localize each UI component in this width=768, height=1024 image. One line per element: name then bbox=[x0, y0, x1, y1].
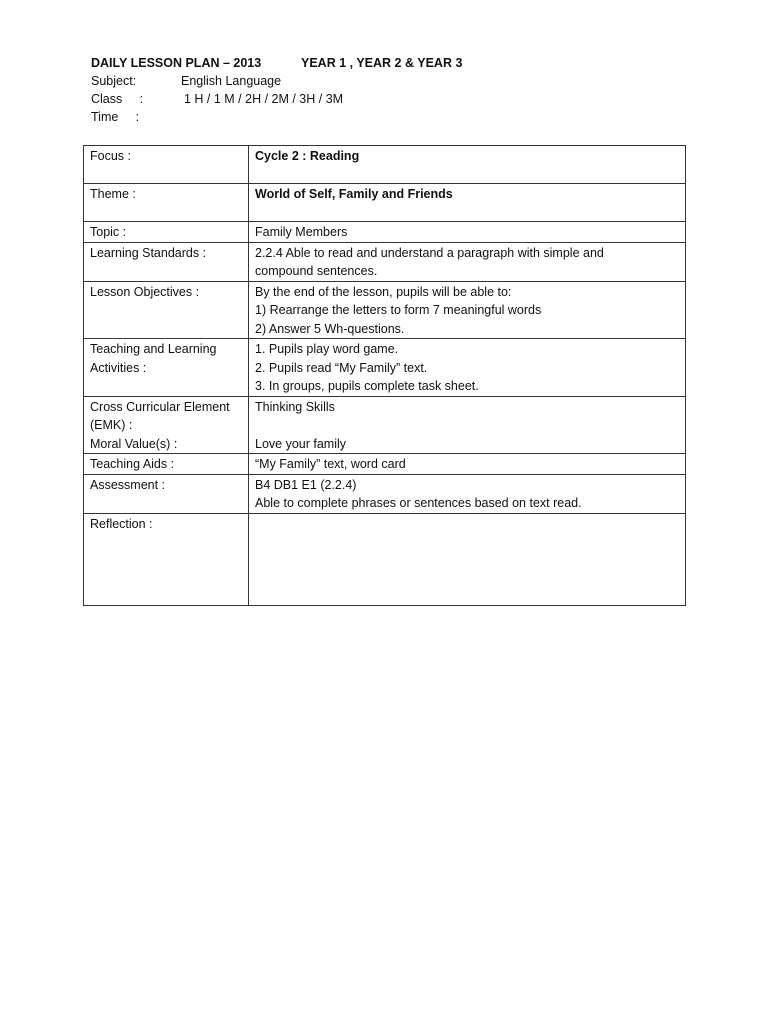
table-row-focus bbox=[84, 146, 686, 184]
lesson-plan-table bbox=[83, 145, 686, 606]
cross-curricular-label bbox=[84, 396, 249, 454]
activities-value bbox=[249, 339, 686, 397]
topic-value: Family Members bbox=[249, 222, 686, 243]
learning-standards-label: Learning Standards : bbox=[84, 242, 249, 281]
table-row-activities bbox=[84, 339, 686, 397]
assessment-line: B4 DB1 E1 (2.2.4) bbox=[255, 477, 357, 492]
focus-label: Focus : bbox=[84, 146, 249, 184]
reflection-label: Reflection : bbox=[84, 513, 249, 605]
theme-value: World of Self, Family and Friends bbox=[249, 184, 686, 222]
lesson-objectives-line: 2) Answer 5 Wh-questions. bbox=[255, 321, 405, 336]
subject-value: English Language bbox=[181, 74, 282, 88]
assessment-line: Able to complete phrases or sentences based on text read. bbox=[255, 496, 582, 510]
moral-value: Love your family bbox=[255, 436, 347, 451]
topic-label: Topic : bbox=[84, 222, 249, 243]
activities-line: 2. Pupils read “My Family” text. bbox=[255, 360, 428, 375]
learning-standards-value bbox=[249, 242, 686, 281]
subject-label: Subject: bbox=[91, 74, 137, 88]
cross-curricular-label-line: (EMK) : bbox=[90, 418, 133, 432]
assessment-value bbox=[249, 474, 686, 513]
time-row bbox=[91, 108, 691, 126]
activities-label bbox=[84, 339, 249, 397]
class-label: Class : bbox=[91, 92, 144, 106]
spacer-line bbox=[255, 416, 679, 435]
activities-line: 1. Pupils play word game. bbox=[255, 342, 399, 356]
reflection-value bbox=[249, 513, 686, 605]
table-row-learning-standards bbox=[84, 242, 686, 281]
emk-value: Thinking Skills bbox=[255, 399, 335, 414]
table-row-assessment bbox=[84, 474, 686, 513]
assessment-label: Assessment : bbox=[84, 474, 249, 513]
teaching-aids-label: Teaching Aids : bbox=[84, 454, 249, 475]
time-label: Time : bbox=[91, 110, 140, 124]
focus-value: Cycle 2 : Reading bbox=[249, 146, 686, 184]
cross-curricular-value bbox=[249, 396, 686, 454]
table-row-teaching-aids bbox=[84, 454, 686, 475]
year-levels: YEAR 1 , YEAR 2 & YEAR 3 bbox=[301, 56, 463, 70]
activities-label-line: Teaching and Learning bbox=[90, 342, 217, 356]
theme-label: Theme : bbox=[84, 184, 249, 222]
table-row-cross-curricular bbox=[84, 396, 686, 454]
cross-curricular-label-line: Cross Curricular Element bbox=[90, 399, 230, 414]
table-row-lesson-objectives bbox=[84, 281, 686, 339]
lesson-objectives-line: By the end of the lesson, pupils will be able to: bbox=[255, 284, 512, 299]
class-value: 1 H / 1 M / 2H / 2M / 3H / 3M bbox=[184, 92, 344, 106]
lesson-objectives-value bbox=[249, 281, 686, 339]
document-header bbox=[91, 54, 691, 126]
subject-row bbox=[91, 72, 691, 90]
moral-values-label: Moral Value(s) : bbox=[90, 436, 178, 451]
document-title: DAILY LESSON PLAN – 2013 bbox=[91, 56, 262, 70]
teaching-aids-value: “My Family” text, word card bbox=[249, 454, 686, 475]
table-row-topic bbox=[84, 222, 686, 243]
lesson-objectives-line: 1) Rearrange the letters to form 7 meaningful words bbox=[255, 303, 542, 317]
lesson-objectives-label: Lesson Objectives : bbox=[84, 281, 249, 339]
learning-standards-line: 2.2.4 Able to read and understand a paragraph with simple and bbox=[255, 245, 604, 260]
learning-standards-line: compound sentences. bbox=[255, 264, 378, 278]
activities-line: 3. In groups, pupils complete task sheet. bbox=[255, 379, 479, 393]
header-title-row bbox=[91, 54, 691, 72]
activities-label-line: Activities : bbox=[90, 360, 147, 375]
table-row-theme bbox=[84, 184, 686, 222]
class-row bbox=[91, 90, 691, 108]
table-row-reflection bbox=[84, 513, 686, 605]
